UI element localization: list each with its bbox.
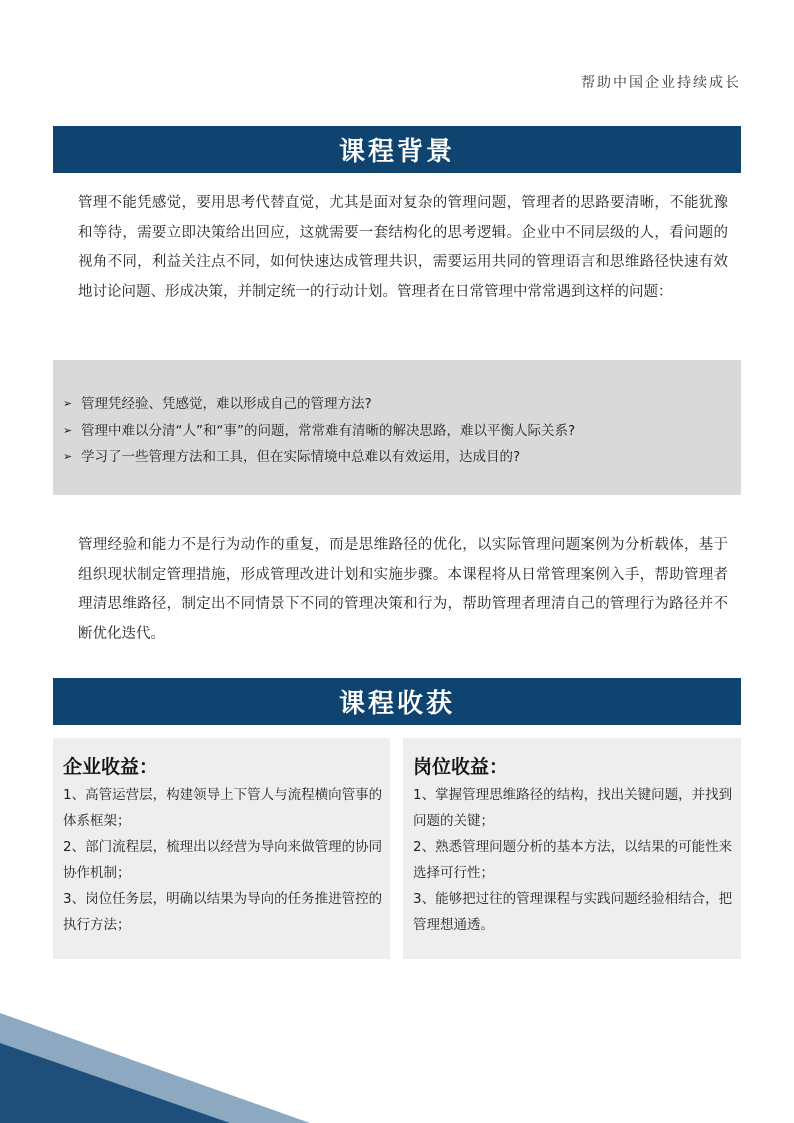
problem-list: [63, 391, 733, 471]
enterprise-gain-item: 2、部门流程层，梳理出以经营为导向来做管理的协同协作机制；: [63, 839, 383, 881]
enterprise-gain-item: 3、岗位任务层，明确以结果为导向的任务推进管控的执行方法；: [63, 891, 383, 933]
position-gain-item: 2、熟悉管理问题分析的基本方法，以结果的可能性来选择可行性；: [413, 839, 733, 881]
position-gains-title: 岗位收益：: [413, 756, 509, 778]
decorative-corner-shape: [0, 1005, 310, 1123]
position-gain-item: 3、能够把过往的管理课程与实践问题经验相结合，把管理想通透。: [413, 891, 733, 933]
enterprise-gains-list: [63, 782, 385, 938]
background-summary-paragraph: 管理经验和能力不是行为动作的重复，而是思维路径的优化，以实际管理问题案例为分析载体，基于组织现状制定管理措施，形成管理改进计划和实施步骤。本课程将从日常管理案例入手，帮助管理者理清思维路径，制定出不同情景下不同的管理决策和行为，帮助管理者理清自己的管理行为路径并不断优化迭代。: [78, 537, 728, 642]
problem-list-item: [63, 444, 733, 471]
position-gains-card: [403, 738, 741, 959]
position-gain-item: 1、掌握管理思维路径的结构，找出关键问题，并找到问题的关键；: [413, 787, 733, 829]
section-title-gains: [53, 678, 741, 725]
position-gains-list: [413, 782, 735, 938]
problem-list-box: [53, 360, 741, 495]
problem-list-item: [63, 391, 733, 418]
background-intro-paragraph: 管理不能凭感觉，要用思考代替直觉，尤其是面对复杂的管理问题，管理者的思路要清晰，不能犹豫和等待，需要立即决策给出回应，这就需要一套结构化的思考逻辑。企业中不同层级的人，看问题的视角不同，利益关注点不同，如何快速达成管理共识，需要运用共同的管理语言和思维路径快速有效地讨论问题、形成决策，并制定统一的行动计划。管理者在日常管理中常常遇到这样的问题：: [78, 195, 728, 300]
problem-list-item: [63, 418, 733, 445]
enterprise-gains-card: [53, 738, 390, 959]
problem-text: 管理凭经验、凭感觉，难以形成自己的管理方法?: [81, 396, 372, 412]
problem-text: 学习了一些管理方法和工具，但在实际情境中总难以有效运用，达成目的?: [81, 449, 521, 465]
problem-text: 管理中难以分清“人”和“事”的问题，常常难有清晰的解决思路，难以平衡人际关系?: [81, 422, 576, 439]
arrow-bullet-icon: ➢: [63, 450, 73, 463]
enterprise-gains-title: 企业收益：: [63, 756, 159, 778]
section-title-text: 课程收获: [338, 689, 455, 719]
section-title-text: 课程背景: [338, 137, 455, 167]
arrow-bullet-icon: ➢: [63, 423, 73, 437]
enterprise-gain-item: 1、高管运营层，构建领导上下管人与流程横向管事的体系框架；: [63, 787, 383, 829]
section-title-background: [53, 126, 741, 173]
header-tagline: 帮助中国企业持续成长: [581, 75, 741, 91]
arrow-bullet-icon: ➢: [63, 397, 73, 410]
